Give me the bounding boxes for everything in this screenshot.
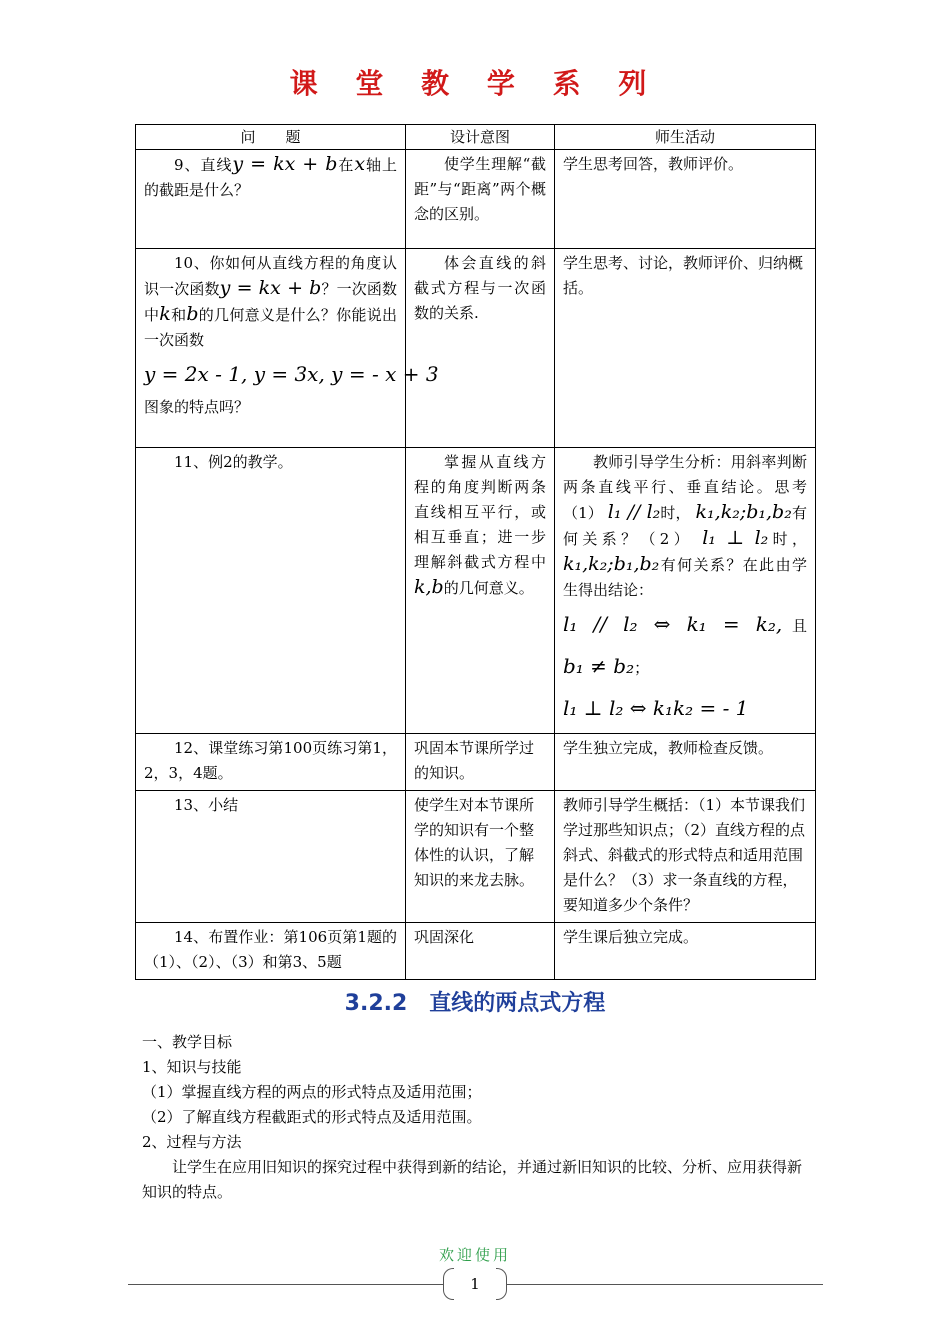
question-cell: 10、你如何从直线方程的角度认识一次函数y = kx + b？一次函数中k和b的几何意义是什么？你能说出一次函数 y = 2x - 1, y = 3x, y = - x + 3 图象的特点吗？ [136,249,406,448]
footer-welcome: 欢迎使用 [438,1246,511,1264]
page-header-title: 课 堂 教 学 系 列 [289,67,661,100]
table-row [136,923,816,980]
table-row [136,734,816,791]
activity-cell: 教师引导学生概括：（1）本节课我们学过那些知识点；（2）直线方程的点斜式、斜截式的形式特点和适用范围是什么？（3）求一条直线的方程，要知道多少个条件？ [555,791,816,923]
objective-item: （2）了解直线方程截距式的形式特点及适用范围。 [142,1108,482,1126]
lesson-table [135,124,816,980]
question-cell: 11、例2的教学。 [136,448,406,734]
intent-cell: 巩固本节课所学过的知识。 [406,734,555,791]
math-expression: y = kx + b [232,153,338,175]
section-body [142,1030,812,1205]
question-cell: 14、布置作业：第106页第1题的（1）、（2）、（3）和第3、5题 [136,923,406,980]
heading-knowledge-skills: 1、知识与技能 [142,1058,242,1076]
intent-cell: 掌握从直线方程的角度判断两条直线相互平行，或相互垂直；进一步理解斜截式方程中k,b的几何意义。 [406,448,555,734]
math-formula: y = 2x - 1, y = 3x, y = - x + 3 [144,362,439,386]
section-title: 3.2.2 直线的两点式方程 [344,991,606,1016]
header-intent: 设计意图 [406,125,555,150]
activity-cell: 学生思考回答，教师评价。 [555,150,816,249]
table-row [136,448,816,734]
math-formula: l₁ ⊥ l₂ ⇔ k₁k₂ = - 1 [563,696,749,720]
heading-objectives: 一、教学目标 [142,1033,233,1051]
activity-cell: 学生课后独立完成。 [555,923,816,980]
table-header-row [136,125,816,150]
activity-cell: 学生独立完成，教师检查反馈。 [555,734,816,791]
table-row [136,791,816,923]
header-question: 问 题 [136,125,406,150]
activity-cell: 学生思考、讨论，教师评价、归纳概括。 [555,249,816,448]
objective-item: （1）掌握直线方程的两点的形式特点及适用范围； [142,1083,482,1101]
math-expression: k,b [414,576,444,598]
activity-cell: 教师引导学生分析：用斜率判断两条直线平行、垂直结论。思考（1） l₁ // l₂时， k₁,k₂;b₁,b₂有何关系？（2） l₁ ⊥ l₂时， k₁,k₂;b₁,b₂有何关系？在此由学生得出结论： l₁ // l₂ ⇔ k₁ = k₂,且b₁ ≠ b₂； l₁ ⊥ l₂ ⇔ k₁k₂ = - 1 [555,448,816,734]
math-formula: l₁ // l₂ ⇔ k₁ = k₂, [563,612,783,636]
question-cell: 12、课堂练习第100页练习第1，2，3，4题。 [136,734,406,791]
table-row [136,150,816,249]
intent-cell: 巩固深化 [406,923,555,980]
question-cell: 9、直线y = kx + b在x轴上的截距是什么？ [136,150,406,249]
header-activity: 师生活动 [555,125,816,150]
intent-cell: 使学生对本节课所学的知识有一个整体性的认识，了解知识的来龙去脉。 [406,791,555,923]
intent-cell: 体会直线的斜截式方程与一次函数的关系. [406,249,555,448]
page-number: 1 [443,1268,507,1300]
intent-cell: 使学生理解“截距”与“距离”两个概念的区别。 [406,150,555,249]
math-expression: y = kx + b [219,277,322,299]
table-row [136,249,816,448]
math-expression: x [354,153,366,175]
heading-process-method: 2、过程与方法 [142,1133,242,1151]
question-cell: 13、小结 [136,791,406,923]
body-paragraph: 让学生在应用旧知识的探究过程中获得到新的结论，并通过新旧知识的比较、分析、应用获得新知识的特点。 [142,1158,803,1201]
